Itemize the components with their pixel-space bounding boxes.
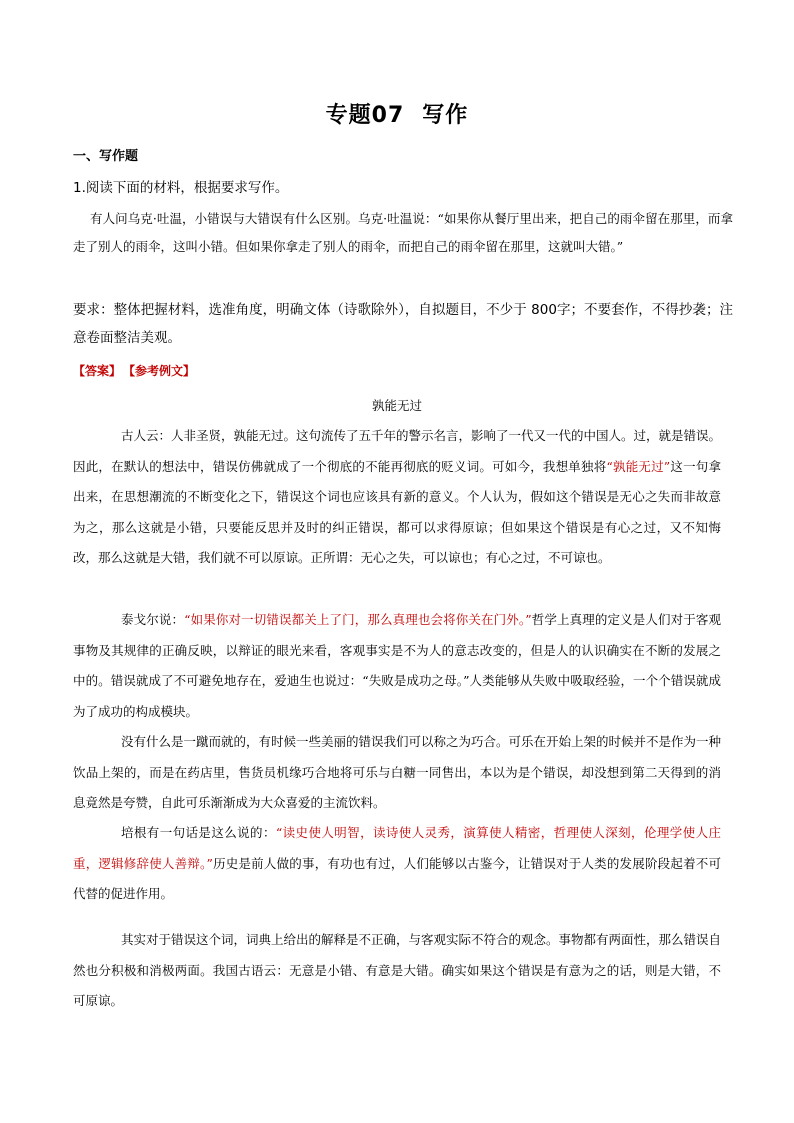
paragraph-text: 这一句拿出来，在思想潮流的不断变化之下，错误这个词也应该具有新的意义。个人认为，假如这个错误是无心之失而非故意为之，那么这就是小错，只要能反思并及时的纠正错误，都可以求得原谅；但如果这个错误是有心之过，又不知悔改，那么这就是大错，我们就不可以原谅。正所谓：无心之失，可以谅也；有心之过，不可谅也。 [73, 458, 721, 565]
reference-essay-tag: 【参考例文】 [129, 364, 196, 378]
quote-highlight: “读史使人明智，读诗使人灵秀，演算使人精密，哲理使人深刻，伦理学使人庄重，逻辑修辞使人善辩。” [73, 825, 721, 871]
quote-highlight: “孰能无过” [606, 458, 671, 474]
essay-paragraph-3: 没有什么是一蹴而就的，有时候一些美丽的错误我们可以称之为巧合。可乐在开始上架的时候并不是作为一种饮品上架的，而是在药店里，售货员机缘巧合地将可乐与白糖一同售出，本以为是个错误，却没想到第二天得到的消息竟然是夸赞，自此可乐渐渐成为大众喜爱的主流饮料。 [73, 734, 722, 810]
quote-highlight: “如果你对一切错误都关上了门，那么真理也会将你关在门外。” [184, 612, 532, 627]
essay-paragraph-1 [73, 421, 721, 574]
section-heading: 一、写作题 [73, 149, 139, 164]
answer-label [73, 362, 203, 379]
essay-title: 孰能无过 [371, 398, 422, 413]
paragraph-text: 泰戈尔说： [121, 612, 185, 627]
paragraph-text: 培根有一句话是这么说的： [121, 825, 276, 840]
paragraph-text: 古人云：人非圣贤，孰能无过。这句流传了五千年的警示名言，影响了一代又一代的中国人。过，就是错误。因此，在默认的想法中，错误仿佛就成了一个彻底的不能再彻底的贬义词。可如今，我想单独将 [73, 428, 722, 474]
essay-paragraph-4 [73, 818, 721, 910]
essay-paragraph-5: 其实对于错误这个词，词典上给出的解释是不正确，与客观实际不符合的观念。事物都有两面性，那么错误自然也分积极和消极两面。我国古语云：无意是小错、有意是大错。确实如果这个错误是有意为之的话，则是大错，不可原谅。 [73, 932, 722, 1008]
title-part-topic: 专题07 [325, 103, 405, 128]
paragraph-text: 历史是前人做的事，有功也有过，人们能够以古鉴今，让错误对于人类的发展阶段起着不可代替的促进作用。 [73, 855, 721, 901]
answer-tag: 【答案】 [73, 364, 122, 378]
essay-paragraph-2 [73, 605, 721, 727]
title-part-subject: 写作 [422, 103, 469, 128]
question-prompt: 1.阅读下面的材料，根据要求写作。 [73, 180, 289, 196]
question-material: 有人问乌克·吐温，小错误与大错误有什么区别。乌克·吐温说：“如果你从餐厅里出来，把自己的雨伞留在那里，而拿走了别人的雨伞，这叫小错。但如果你拿走了别人的雨伞，而把自己的雨伞留在那里，这就叫大错。” [73, 211, 733, 254]
question-requirement: 要求：整体把握材料，选准角度，明确文体（诗歌除外），自拟题目，不少于 800字；不要套作，不得抄袭；注意卷面整洁美观。 [73, 302, 733, 346]
paragraph-text: 哲学上真理的定义是人们对于客观事物及其规律的正确反映，以辩证的眼光来看，客观事实是不为人的意志改变的，但是人的认识确实在不断的发展之中的。错误就成了不可避免地存在，爱迪生也说过：“失败是成功之母。”人类能够从失败中吸取经验，一个个错误就成为了成功的构成模块。 [73, 612, 721, 719]
page-title [0, 98, 794, 129]
